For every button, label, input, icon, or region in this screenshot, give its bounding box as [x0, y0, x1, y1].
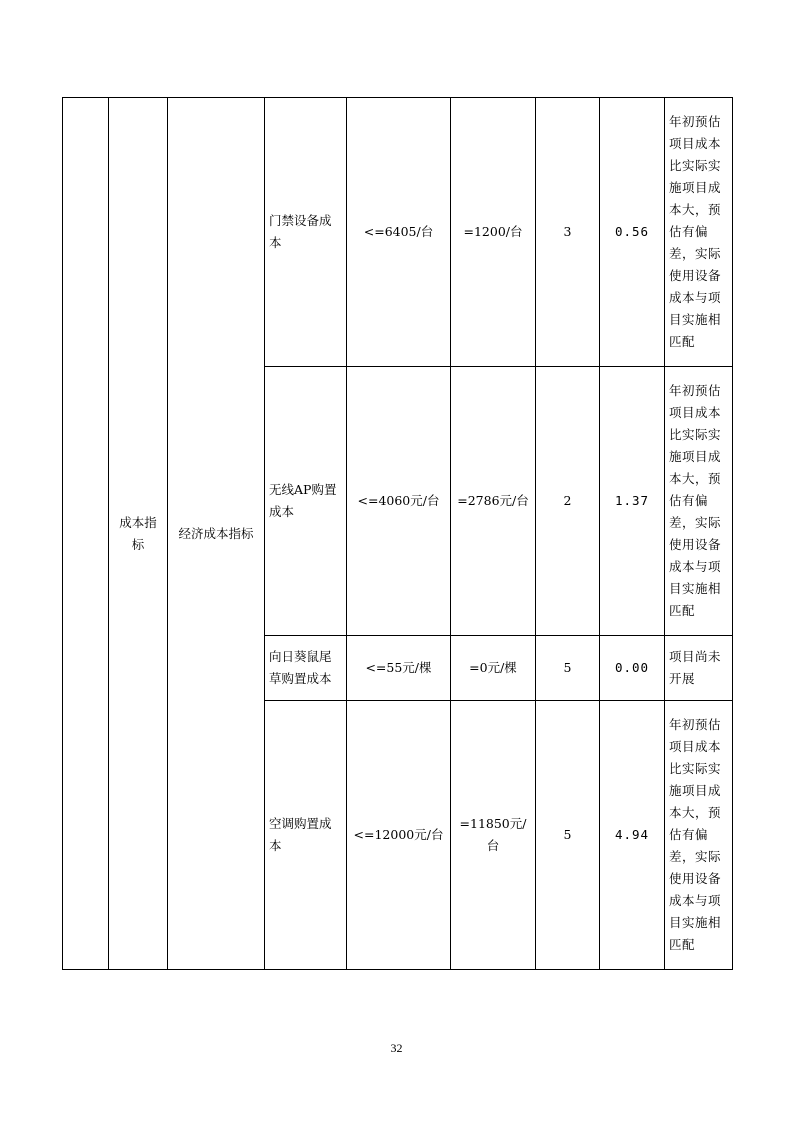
indicator-name-cell: 向日葵鼠尾草购置成本 — [265, 636, 347, 701]
level2-indicator-cell — [109, 98, 168, 970]
actual-value-cell: =11850元/台 — [451, 701, 536, 970]
score-cell: 0.56 — [600, 98, 665, 367]
indicator-name-cell: 空调购置成本 — [265, 701, 347, 970]
performance-indicator-table — [62, 97, 733, 970]
weight-cell: 3 — [536, 98, 600, 367]
indicator-name-cell: 无线AP购置成本 — [265, 367, 347, 636]
target-value-cell: <=55元/棵 — [347, 636, 451, 701]
target-value-cell: <=4060元/台 — [347, 367, 451, 636]
weight-cell: 5 — [536, 636, 600, 701]
remark-cell: 年初预估项目成本比实际实施项目成本大，预估有偏差，实际使用设备成本与项目实施相匹配 — [665, 98, 733, 367]
level3-indicator-cell: 经济成本指标 — [168, 98, 265, 970]
actual-value-cell: =0元/棵 — [451, 636, 536, 701]
target-value-cell: <=6405/台 — [347, 98, 451, 367]
page-number: 32 — [390, 1041, 403, 1055]
indicator-name-cell: 门禁设备成本 — [265, 98, 347, 367]
remark-cell: 年初预估项目成本比实际实施项目成本大，预估有偏差，实际使用设备成本与项目实施相匹配 — [665, 367, 733, 636]
actual-value-cell: =1200/台 — [451, 98, 536, 367]
remark-cell: 年初预估项目成本比实际实施项目成本大，预估有偏差，实际使用设备成本与项目实施相匹配 — [665, 701, 733, 970]
table-row — [63, 98, 733, 367]
weight-cell: 2 — [536, 367, 600, 636]
target-value-cell: <=12000元/台 — [347, 701, 451, 970]
level1-indicator-cell — [63, 98, 109, 970]
weight-cell: 5 — [536, 701, 600, 970]
score-cell: 0.00 — [600, 636, 665, 701]
score-cell: 4.94 — [600, 701, 665, 970]
actual-value-cell: =2786元/台 — [451, 367, 536, 636]
remark-cell: 项目尚未开展 — [665, 636, 733, 701]
score-cell: 1.37 — [600, 367, 665, 636]
level2-indicator-label: 成本指标 — [119, 514, 157, 552]
